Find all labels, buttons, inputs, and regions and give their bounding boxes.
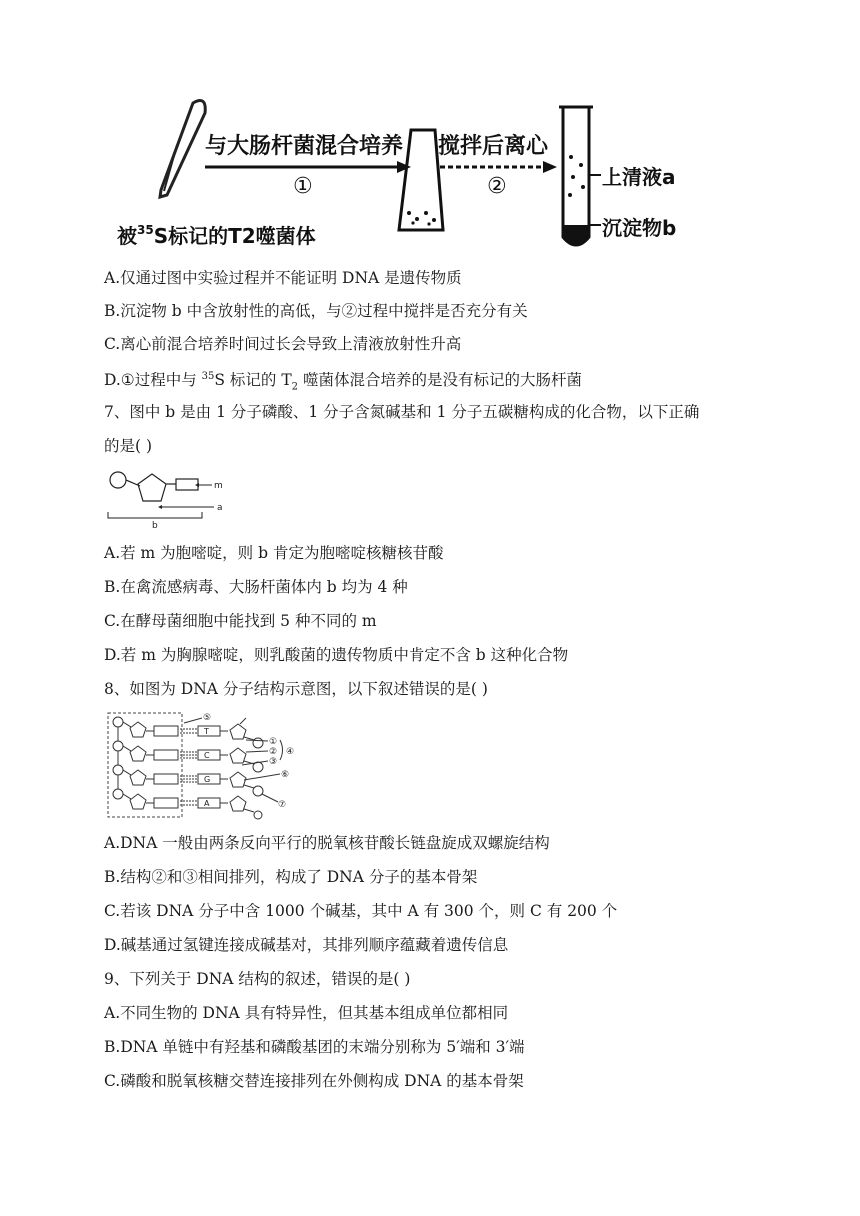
q7-option-a: A.若 m 为胞嘧啶，则 b 肯定为胞嘧啶核糖核苷酸 (104, 544, 444, 562)
q6-option-b: B.沉淀物 b 中含放射性的高低，与②过程中搅拌是否充分有关 (104, 302, 528, 320)
base-t: T (204, 727, 209, 736)
q8-option-c: C.若该 DNA 分子中含 1000 个碱基，其中 A 有 300 个，则 C 有 200 个 (104, 902, 618, 920)
q8-stem: 8、如图为 DNA 分子结构示意图，以下叙述错误的是( ) (104, 680, 488, 698)
q9-option-a: A.不同生物的 DNA 具有特异性，但其基本组成单位都相同 (104, 1004, 509, 1022)
label-stir-centrifuge: 搅拌后离心 (438, 134, 549, 159)
fig-label-a: a (217, 503, 223, 513)
q6-option-a: A.仅通过图中实验过程并不能证明 DNA 是遗传物质 (104, 269, 462, 287)
q6-option-d: D.①过程中与 $^{35}$S 标记的 $T_2$ 噬菌体混合培养的是没有标记的大肠杆菌 (104, 371, 582, 393)
q6-option-c: C.离心前混合培养时间过长会导致上清液放射性升高 (104, 335, 462, 353)
fig-label-b: b (152, 521, 158, 530)
fig-label-m: m (214, 481, 223, 491)
dna-structure-figure (104, 710, 304, 820)
mark-2: ② (269, 747, 278, 757)
mark-4: ④ (286, 747, 295, 757)
q7-stem-line2: 的是( ) (104, 437, 153, 455)
label-sediment: 沉淀物b (602, 216, 677, 240)
q7-stem-line1: 7、图中 b 是由 1 分子磷酸、1 分子含氮碱基和 1 分子五碳糖构成的化合物，以下正确 (104, 403, 700, 421)
base-g: G (204, 775, 211, 784)
test-tube-icon (559, 107, 593, 245)
q7-option-d: D.若 m 为胸腺嘧啶，则乳酸菌的遗传物质中肯定不含 b 这种化合物 (104, 646, 569, 664)
label-mix-culture: 与大肠杆菌混合培养 (205, 134, 404, 159)
mark-3: ③ (269, 757, 278, 767)
q9-option-c: C.磷酸和脱氧核糖交替连接排列在外侧构成 DNA 的基本骨架 (104, 1072, 524, 1090)
phosphate-circle (110, 472, 126, 488)
q7-option-b: B.在禽流感病毒、大肠杆菌体内 b 均为 4 种 (104, 578, 408, 596)
base-a: A (204, 799, 210, 808)
q7-option-c: C.在酵母菌细胞中能找到 5 种不同的 m (104, 612, 377, 630)
phage-experiment-figure (115, 95, 705, 255)
q9-option-b: B.DNA 单链中有羟基和磷酸基团的末端分别称为 5′端和 3′端 (104, 1038, 525, 1056)
base-rectangle (176, 479, 198, 490)
pentose-pentagon (138, 474, 166, 501)
step-2-mark: ② (487, 174, 507, 199)
label-supernatant: 上清液a (602, 165, 676, 189)
q9-stem: 9、下列关于 DNA 结构的叙述，错误的是( ) (104, 970, 411, 988)
q8-option-b: B.结构②和③相间排列，构成了 DNA 分子的基本骨架 (104, 868, 478, 886)
step-1-mark: ① (293, 174, 313, 199)
mark-6: ⑥ (281, 770, 290, 780)
mark-7: ⑦ (278, 800, 287, 810)
label-labeled-phage: 被$^{35}$S标记的T2噬菌体 (117, 223, 316, 248)
mark-5: ⑤ (203, 713, 212, 723)
q8-option-a: A.DNA 一般由两条反向平行的脱氧核苷酸长链盘旋成双螺旋结构 (104, 834, 550, 852)
nucleotide-figure (104, 466, 234, 530)
base-c: C (204, 751, 210, 760)
mark-1: ① (269, 737, 278, 747)
pipette-icon (160, 101, 205, 197)
q8-option-d: D.碱基通过氢键连接成碱基对，其排列顺序蕴藏着遗传信息 (104, 936, 509, 954)
flask-icon (399, 130, 443, 230)
